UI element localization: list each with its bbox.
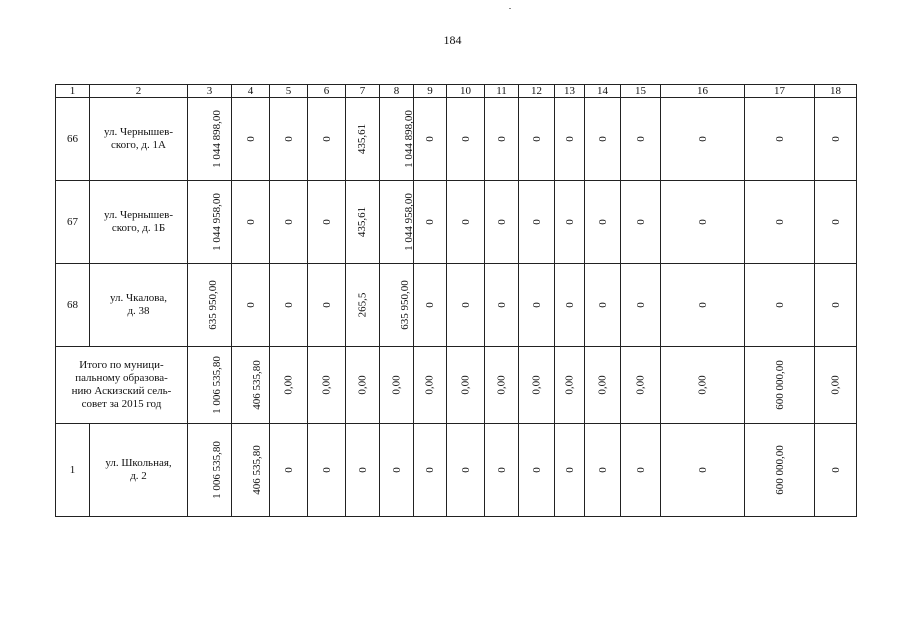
value-cell (447, 264, 485, 347)
value-cell (485, 98, 519, 181)
total-value-cell (380, 347, 414, 424)
value-text: 0 (773, 302, 786, 308)
address-cell (90, 264, 188, 347)
value-cell (519, 424, 555, 517)
value-text: 0,00 (459, 375, 472, 395)
value-text: 0 (320, 302, 333, 308)
total-label-cell (56, 347, 188, 424)
value-cell (346, 264, 380, 347)
col-header: 5 (270, 85, 308, 98)
value-cell (585, 98, 621, 181)
value-text: 435,61 (356, 206, 369, 238)
col-header: 3 (188, 85, 232, 98)
scan-speck (509, 8, 511, 9)
value-text: 0,00 (696, 375, 709, 395)
value-text: 0 (829, 302, 842, 308)
total-label-line: Итого по муници- (79, 359, 164, 371)
col-header: 4 (232, 85, 270, 98)
value-cell (485, 181, 519, 264)
value-cell (380, 98, 414, 181)
value-text: 0 (459, 219, 472, 225)
value-text: 0,00 (530, 375, 543, 395)
col-header: 8 (380, 85, 414, 98)
value-cell (308, 264, 346, 347)
value-text: 0,00 (596, 375, 609, 395)
total-value-cell (555, 347, 585, 424)
value-cell (585, 181, 621, 264)
value-cell (555, 264, 585, 347)
value-text: 0 (495, 136, 508, 142)
value-cell (270, 181, 308, 264)
value-cell (188, 181, 232, 264)
value-cell (519, 264, 555, 347)
row-number: 68 (56, 264, 90, 347)
value-cell (188, 424, 232, 517)
value-text: 0 (459, 467, 472, 473)
registry-table (55, 84, 857, 517)
value-text: 406 535,80 (250, 445, 263, 495)
value-text: 0 (773, 136, 786, 142)
total-label-line: нию Аскизский сель- (71, 385, 172, 397)
col-header: 9 (414, 85, 447, 98)
value-text: 635 950,00 (206, 280, 219, 330)
value-text: 0 (530, 136, 543, 142)
value-text: 0 (829, 136, 842, 142)
value-cell (555, 424, 585, 517)
address-line: ул. Чернышев- (103, 209, 174, 221)
value-cell (380, 424, 414, 517)
value-text: 0,00 (390, 375, 403, 395)
col-header: 7 (346, 85, 380, 98)
value-text: 1 006 535,80 (210, 441, 223, 499)
value-cell (346, 181, 380, 264)
value-cell (621, 424, 661, 517)
value-text: 0 (495, 219, 508, 225)
value-text: 0 (244, 136, 257, 142)
value-cell (661, 424, 745, 517)
total-value-cell (519, 347, 555, 424)
value-cell (308, 98, 346, 181)
value-cell (621, 264, 661, 347)
row-number: 67 (56, 181, 90, 264)
col-header: 16 (661, 85, 745, 98)
value-cell (447, 98, 485, 181)
value-text: 0 (424, 219, 436, 225)
value-cell (232, 264, 270, 347)
col-header: 15 (621, 85, 661, 98)
value-text: 0 (320, 467, 333, 473)
total-value-cell (621, 347, 661, 424)
value-text: 0,00 (634, 375, 647, 395)
value-text: 0 (696, 136, 709, 142)
value-text: 0 (320, 136, 333, 142)
address-cell (90, 181, 188, 264)
col-header: 10 (447, 85, 485, 98)
value-cell (621, 98, 661, 181)
value-text: 0 (773, 219, 786, 225)
value-text: 0,00 (320, 375, 333, 395)
value-text: 0 (596, 467, 609, 473)
total-value-cell (188, 347, 232, 424)
value-text: 0 (634, 467, 647, 473)
value-text: 1 044 958,00 (402, 193, 415, 251)
table-row (56, 98, 857, 181)
value-cell (661, 181, 745, 264)
value-text: 0,00 (495, 375, 508, 395)
total-value-cell (447, 347, 485, 424)
value-cell (380, 264, 414, 347)
value-text: 0 (244, 302, 257, 308)
address-cell (90, 424, 188, 517)
total-value-cell (485, 347, 519, 424)
value-cell (308, 424, 346, 517)
col-header: 13 (555, 85, 585, 98)
page-number: 184 (443, 33, 462, 47)
value-cell (661, 264, 745, 347)
address-line: ул. Чкалова, (110, 292, 167, 304)
value-text: 0 (563, 219, 576, 225)
value-text: 0 (563, 302, 576, 308)
value-text: 0,00 (829, 375, 842, 395)
total-value-cell (232, 347, 270, 424)
value-text: 1 044 958,00 (210, 193, 223, 251)
value-text: 0 (424, 302, 436, 308)
value-cell (346, 424, 380, 517)
value-text: 0 (634, 136, 647, 142)
value-text: 0 (282, 136, 295, 142)
total-value-cell (346, 347, 380, 424)
value-cell (414, 264, 447, 347)
total-label-line: совет за 2015 год (81, 398, 162, 410)
value-cell (661, 98, 745, 181)
value-text: 0 (495, 302, 508, 308)
value-cell (555, 181, 585, 264)
value-cell (188, 264, 232, 347)
value-cell (188, 98, 232, 181)
value-cell (745, 181, 815, 264)
value-text: 0 (530, 219, 543, 225)
value-cell (745, 424, 815, 517)
value-text: 0 (596, 302, 609, 308)
value-text: 0,00 (424, 375, 436, 395)
total-label-line: пальному образова- (75, 372, 168, 384)
address-line: ского, д. 1А (111, 139, 166, 151)
value-text: 0 (696, 467, 709, 473)
value-text: 0 (390, 467, 403, 473)
address-line: д. 2 (130, 470, 147, 482)
value-cell (745, 264, 815, 347)
value-text: 0 (530, 467, 543, 473)
value-cell (447, 181, 485, 264)
col-header: 18 (815, 85, 857, 98)
value-cell (815, 264, 857, 347)
value-text: 0 (530, 302, 543, 308)
value-text: 0 (634, 219, 647, 225)
value-text: 0 (282, 467, 295, 473)
address-line: ул. Школьная, (105, 457, 172, 469)
value-text: 435,61 (356, 123, 369, 155)
total-value-cell (308, 347, 346, 424)
value-text: 1 006 535,80 (210, 356, 223, 414)
value-text: 0 (563, 136, 576, 142)
value-text: 635 950,00 (398, 280, 411, 330)
value-text: 0,00 (282, 375, 295, 395)
value-text: 0 (459, 136, 472, 142)
value-cell (414, 424, 447, 517)
value-cell (270, 264, 308, 347)
table-row (56, 424, 857, 517)
value-cell (485, 424, 519, 517)
col-header: 6 (308, 85, 346, 98)
col-header: 12 (519, 85, 555, 98)
row-number: 66 (56, 98, 90, 181)
total-value-cell (585, 347, 621, 424)
value-text: 0,00 (563, 375, 576, 395)
value-cell (519, 181, 555, 264)
col-header: 14 (585, 85, 621, 98)
value-cell (485, 264, 519, 347)
value-cell (745, 98, 815, 181)
total-row (56, 347, 857, 424)
value-text: 0 (320, 219, 333, 225)
address-line: д. 38 (127, 305, 150, 317)
value-cell (232, 424, 270, 517)
value-cell (270, 98, 308, 181)
value-cell (232, 181, 270, 264)
total-value-cell (414, 347, 447, 424)
value-text: 0 (563, 467, 576, 473)
value-cell (380, 181, 414, 264)
value-text: 0 (282, 302, 295, 308)
value-cell (555, 98, 585, 181)
table-row (56, 181, 857, 264)
col-header: 1 (56, 85, 90, 98)
value-text: 0 (459, 302, 472, 308)
value-cell (308, 181, 346, 264)
value-cell (346, 98, 380, 181)
total-value-cell (661, 347, 745, 424)
address-line: ул. Чернышев- (103, 126, 174, 138)
value-text: 0 (424, 136, 436, 142)
address-cell (90, 98, 188, 181)
value-cell (232, 98, 270, 181)
value-cell (447, 424, 485, 517)
value-text: 0 (696, 302, 709, 308)
value-cell (815, 98, 857, 181)
value-text: 0 (244, 219, 257, 225)
value-cell (270, 424, 308, 517)
value-cell (519, 98, 555, 181)
value-cell (815, 424, 857, 517)
value-text: 600 000,00 (773, 445, 786, 495)
value-text: 600 000,00 (773, 360, 786, 410)
value-text: 0 (696, 219, 709, 225)
value-text: 1 044 898,00 (402, 110, 415, 168)
total-value-cell (270, 347, 308, 424)
value-cell (815, 181, 857, 264)
value-text: 406 535,80 (250, 360, 263, 410)
table-row (56, 264, 857, 347)
value-text: 265,5 (356, 292, 369, 318)
value-text: 0 (356, 467, 369, 473)
col-header: 11 (485, 85, 519, 98)
col-header: 2 (90, 85, 188, 98)
value-text: 0 (596, 219, 609, 225)
value-text: 0 (596, 136, 609, 142)
row-number: 1 (56, 424, 90, 517)
total-value-cell (745, 347, 815, 424)
col-header: 17 (745, 85, 815, 98)
value-text: 0 (829, 467, 842, 473)
value-cell (414, 98, 447, 181)
header-row (56, 85, 857, 98)
address-line: ского, д. 1Б (111, 222, 166, 234)
value-text: 0 (829, 219, 842, 225)
value-cell (621, 181, 661, 264)
value-text: 0 (634, 302, 647, 308)
value-text: 0 (495, 467, 508, 473)
value-text: 0 (424, 467, 436, 473)
value-text: 0,00 (356, 375, 369, 395)
value-text: 0 (282, 219, 295, 225)
value-cell (585, 264, 621, 347)
total-value-cell (815, 347, 857, 424)
value-cell (414, 181, 447, 264)
value-text: 1 044 898,00 (210, 110, 223, 168)
value-cell (585, 424, 621, 517)
